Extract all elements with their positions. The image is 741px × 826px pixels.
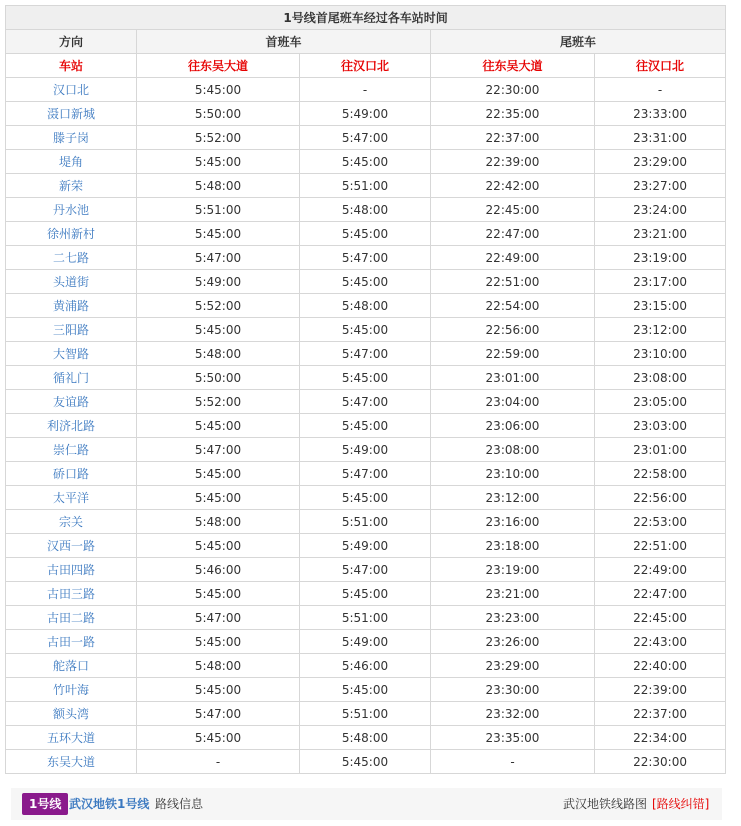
station-name[interactable]: 堤角 [6,150,137,174]
station-name[interactable]: 三阳路 [6,318,137,342]
time-cell: 23:10:00 [595,342,726,366]
time-cell: 23:24:00 [595,198,726,222]
first-train-header: 首班车 [137,30,431,54]
time-cell: 22:58:00 [595,462,726,486]
time-cell: 22:30:00 [431,78,595,102]
time-cell: - [431,750,595,774]
station-label: 车站 [6,54,137,78]
time-cell: 22:45:00 [431,198,595,222]
table-row [6,414,726,438]
table-row [6,318,726,342]
station-name[interactable]: 汉西一路 [6,534,137,558]
table-row [6,342,726,366]
table-row [6,726,726,750]
table-row [6,654,726,678]
station-name[interactable]: 古田一路 [6,630,137,654]
table-row [6,486,726,510]
station-name[interactable]: 竹叶海 [6,678,137,702]
time-cell: 22:51:00 [595,534,726,558]
time-cell: 22:51:00 [431,270,595,294]
table-row [6,510,726,534]
time-cell: 5:47:00 [137,246,300,270]
table-caption-row [6,6,726,30]
station-name[interactable]: 汉口北 [6,78,137,102]
time-cell: 5:50:00 [137,366,300,390]
time-cell: 22:54:00 [431,294,595,318]
station-name[interactable]: 黄浦路 [6,294,137,318]
table-row [6,270,726,294]
time-cell: 5:47:00 [300,390,431,414]
station-name[interactable]: 徐州新村 [6,222,137,246]
time-cell: 22:42:00 [431,174,595,198]
station-name[interactable]: 古田三路 [6,582,137,606]
time-cell: 23:01:00 [431,366,595,390]
time-cell: 5:45:00 [137,534,300,558]
time-cell: 22:49:00 [431,246,595,270]
line-badge[interactable]: 1号线 [22,793,68,815]
timetable-container [5,5,725,774]
station-name[interactable]: 头道街 [6,270,137,294]
time-cell: 5:49:00 [300,630,431,654]
time-cell: 5:45:00 [137,414,300,438]
table-row [6,222,726,246]
time-cell: 5:45:00 [300,486,431,510]
station-name[interactable]: 古田四路 [6,558,137,582]
route-error-link[interactable]: [路线纠错] [652,797,710,811]
time-cell: 5:51:00 [300,702,431,726]
time-cell: 5:48:00 [300,198,431,222]
time-cell: 5:45:00 [300,414,431,438]
station-name[interactable]: 丹水池 [6,198,137,222]
station-name[interactable]: 二七路 [6,246,137,270]
time-cell: 23:08:00 [431,438,595,462]
time-cell: 23:05:00 [595,390,726,414]
time-cell: 5:47:00 [300,462,431,486]
time-cell: 5:45:00 [137,486,300,510]
time-cell: 5:49:00 [137,270,300,294]
time-cell: 5:45:00 [137,678,300,702]
time-cell: 22:59:00 [431,342,595,366]
direction-label: 方向 [6,30,137,54]
station-name[interactable]: 太平洋 [6,486,137,510]
time-cell: 23:21:00 [431,582,595,606]
station-name[interactable]: 滕子岗 [6,126,137,150]
time-cell: 22:39:00 [431,150,595,174]
time-cell: 22:35:00 [431,102,595,126]
table-row [6,606,726,630]
time-cell: 23:08:00 [595,366,726,390]
station-name[interactable]: 利济北路 [6,414,137,438]
time-cell: 5:51:00 [300,606,431,630]
time-cell: 22:47:00 [431,222,595,246]
time-cell: 5:51:00 [137,198,300,222]
table-row [6,174,726,198]
last-dir-a: 往东吴大道 [431,54,595,78]
time-cell: 5:45:00 [137,318,300,342]
first-dir-a: 往东吴大道 [137,54,300,78]
metro-map-link[interactable]: 武汉地铁线路图 [563,797,648,811]
station-name[interactable]: 宗关 [6,510,137,534]
time-cell: 5:52:00 [137,294,300,318]
table-row [6,366,726,390]
time-cell: 5:47:00 [300,342,431,366]
time-cell: 5:48:00 [137,174,300,198]
time-cell: 23:16:00 [431,510,595,534]
time-cell: 23:04:00 [431,390,595,414]
table-row [6,102,726,126]
time-cell: 5:49:00 [300,534,431,558]
time-cell: 22:47:00 [595,582,726,606]
time-cell: - [300,78,431,102]
station-name[interactable]: 循礼门 [6,366,137,390]
time-cell: 23:23:00 [431,606,595,630]
time-cell: 5:45:00 [137,78,300,102]
time-cell: 22:43:00 [595,630,726,654]
time-cell: 5:52:00 [137,126,300,150]
station-name[interactable]: 大智路 [6,342,137,366]
table-row [6,462,726,486]
time-cell: 5:49:00 [300,438,431,462]
time-cell: 23:29:00 [595,150,726,174]
time-cell: 5:45:00 [137,150,300,174]
table-row [6,750,726,774]
time-cell: 5:45:00 [137,462,300,486]
time-cell: 23:19:00 [595,246,726,270]
time-cell: 5:45:00 [300,270,431,294]
time-cell: 22:34:00 [595,726,726,750]
time-cell: 5:45:00 [300,150,431,174]
time-cell: 5:45:00 [300,318,431,342]
table-row [6,246,726,270]
time-cell: 5:45:00 [300,678,431,702]
time-cell: 22:53:00 [595,510,726,534]
time-cell: 5:51:00 [300,174,431,198]
station-name[interactable]: 硚口路 [6,462,137,486]
time-cell: 23:35:00 [431,726,595,750]
time-cell: 5:45:00 [300,222,431,246]
time-cell: 22:45:00 [595,606,726,630]
station-name[interactable]: 古田二路 [6,606,137,630]
time-cell: 23:18:00 [431,534,595,558]
time-cell: 5:45:00 [137,582,300,606]
station-name[interactable]: 东吴大道 [6,750,137,774]
time-cell: 5:48:00 [300,726,431,750]
footer-bar [11,788,722,820]
time-cell: 22:30:00 [595,750,726,774]
station-name[interactable]: 崇仁路 [6,438,137,462]
time-cell: 5:45:00 [137,630,300,654]
time-cell: - [137,750,300,774]
first-dir-b: 往汉口北 [300,54,431,78]
time-cell: 5:47:00 [137,606,300,630]
table-row [6,678,726,702]
time-cell: 5:45:00 [300,366,431,390]
time-cell: 5:45:00 [300,582,431,606]
time-cell: 5:48:00 [137,342,300,366]
time-cell: 23:15:00 [595,294,726,318]
time-cell: 5:51:00 [300,510,431,534]
time-cell: 5:45:00 [137,726,300,750]
time-cell: 23:10:00 [431,462,595,486]
table-row [6,582,726,606]
station-name[interactable]: 额头湾 [6,702,137,726]
table-row [6,294,726,318]
table-row [6,558,726,582]
time-cell: 22:39:00 [595,678,726,702]
time-cell: 23:19:00 [431,558,595,582]
time-cell: 22:40:00 [595,654,726,678]
time-cell: 23:26:00 [431,630,595,654]
table-row [6,438,726,462]
station-name[interactable]: 舵落口 [6,654,137,678]
time-cell: 23:27:00 [595,174,726,198]
table-row [6,198,726,222]
table-row [6,390,726,414]
time-cell: 23:12:00 [431,486,595,510]
time-cell: 5:46:00 [300,654,431,678]
time-cell: 5:45:00 [137,222,300,246]
direction-row [6,54,726,78]
table-row [6,78,726,102]
time-cell: 5:47:00 [137,438,300,462]
time-cell: 5:50:00 [137,102,300,126]
time-cell: 22:49:00 [595,558,726,582]
line-name-link[interactable]: 武汉地铁1号线 [69,797,150,811]
table-caption: 1号线首尾班车经过各车站时间 [6,6,726,30]
table-row [6,534,726,558]
time-cell: 5:45:00 [300,750,431,774]
station-name[interactable]: 新荣 [6,174,137,198]
time-cell: 22:56:00 [595,486,726,510]
time-cell: 5:46:00 [137,558,300,582]
time-cell: 5:52:00 [137,390,300,414]
time-cell: - [595,78,726,102]
time-cell: 22:37:00 [431,126,595,150]
time-cell: 5:47:00 [300,246,431,270]
time-cell: 23:33:00 [595,102,726,126]
time-cell: 5:49:00 [300,102,431,126]
time-cell: 23:06:00 [431,414,595,438]
time-cell: 23:29:00 [431,654,595,678]
station-name[interactable]: 滠口新城 [6,102,137,126]
table-row [6,630,726,654]
time-cell: 5:48:00 [300,294,431,318]
last-dir-b: 往汉口北 [595,54,726,78]
time-cell: 22:37:00 [595,702,726,726]
time-cell: 23:21:00 [595,222,726,246]
time-cell: 23:30:00 [431,678,595,702]
time-cell: 5:47:00 [137,702,300,726]
time-cell: 23:12:00 [595,318,726,342]
table-row [6,150,726,174]
timetable [5,5,726,774]
table-row [6,126,726,150]
group-header-row [6,30,726,54]
station-name[interactable]: 五环大道 [6,726,137,750]
station-name[interactable]: 友谊路 [6,390,137,414]
time-cell: 23:32:00 [431,702,595,726]
route-info-label: 路线信息 [155,797,204,811]
time-cell: 5:47:00 [300,126,431,150]
time-cell: 23:31:00 [595,126,726,150]
last-train-header: 尾班车 [431,30,726,54]
table-row [6,702,726,726]
time-cell: 23:01:00 [595,438,726,462]
time-cell: 5:48:00 [137,510,300,534]
time-cell: 23:17:00 [595,270,726,294]
time-cell: 5:48:00 [137,654,300,678]
time-cell: 23:03:00 [595,414,726,438]
time-cell: 5:47:00 [300,558,431,582]
time-cell: 22:56:00 [431,318,595,342]
